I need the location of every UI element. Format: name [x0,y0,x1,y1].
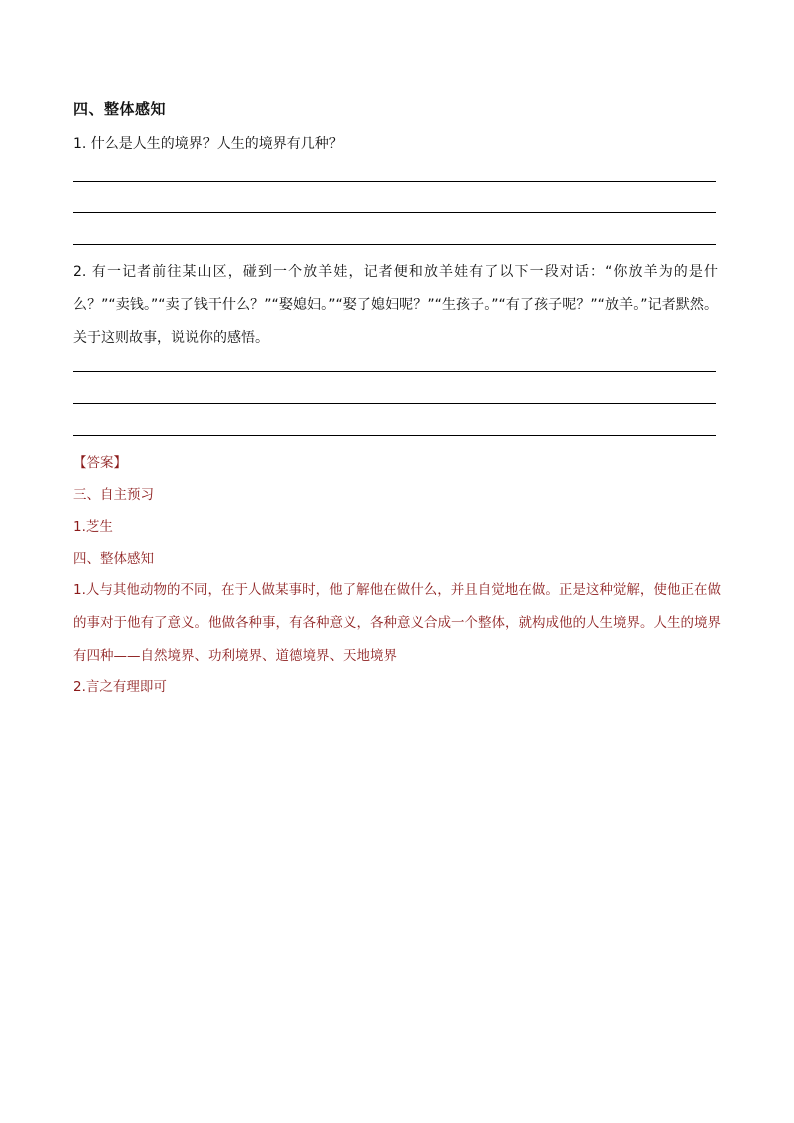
answer-line [73,181,716,182]
answer-line [73,435,716,436]
answer-part4-item2: 2.言之有理即可 [73,679,167,695]
answer-part3-item1: 1.芝生 [73,519,113,535]
answer-part3-title: 三、自主预习 [73,487,154,503]
answer-line [73,244,716,245]
answer-line [73,371,716,372]
answer-line [73,212,716,213]
answer-part4-item1: 1.人与其他动物的不同，在于人做某事时，他了解他在做什么，并且自觉地在做。正是这种觉解，使他正在做的事对于他有了意义。他做各种事，有各种意义，各种意义合成一个整体，就构成他的人生境界。人生的境界有四种——自然境界、功利境界、道德境界、天地境界 [73,582,721,664]
answer-line [73,403,716,404]
answer-part4-title: 四、整体感知 [73,551,154,567]
answer-tag: 【答案】 [73,455,127,471]
question-2: 2. 有一记者前往某山区，碰到一个放羊娃，记者便和放羊娃有了以下一段对话：“你放羊为的是什么？”“卖钱。”“卖了钱干什么？”“娶媳妇。”“娶了媳妇呢？”“生孩子。”“有了孩子呢？”“放羊。”记者默然。关于这则故事，说说你的感悟。 [73,264,718,346]
section-heading: 四、整体感知 [73,100,167,118]
question-1: 1. 什么是人生的境界？人生的境界有几种？ [73,136,343,152]
